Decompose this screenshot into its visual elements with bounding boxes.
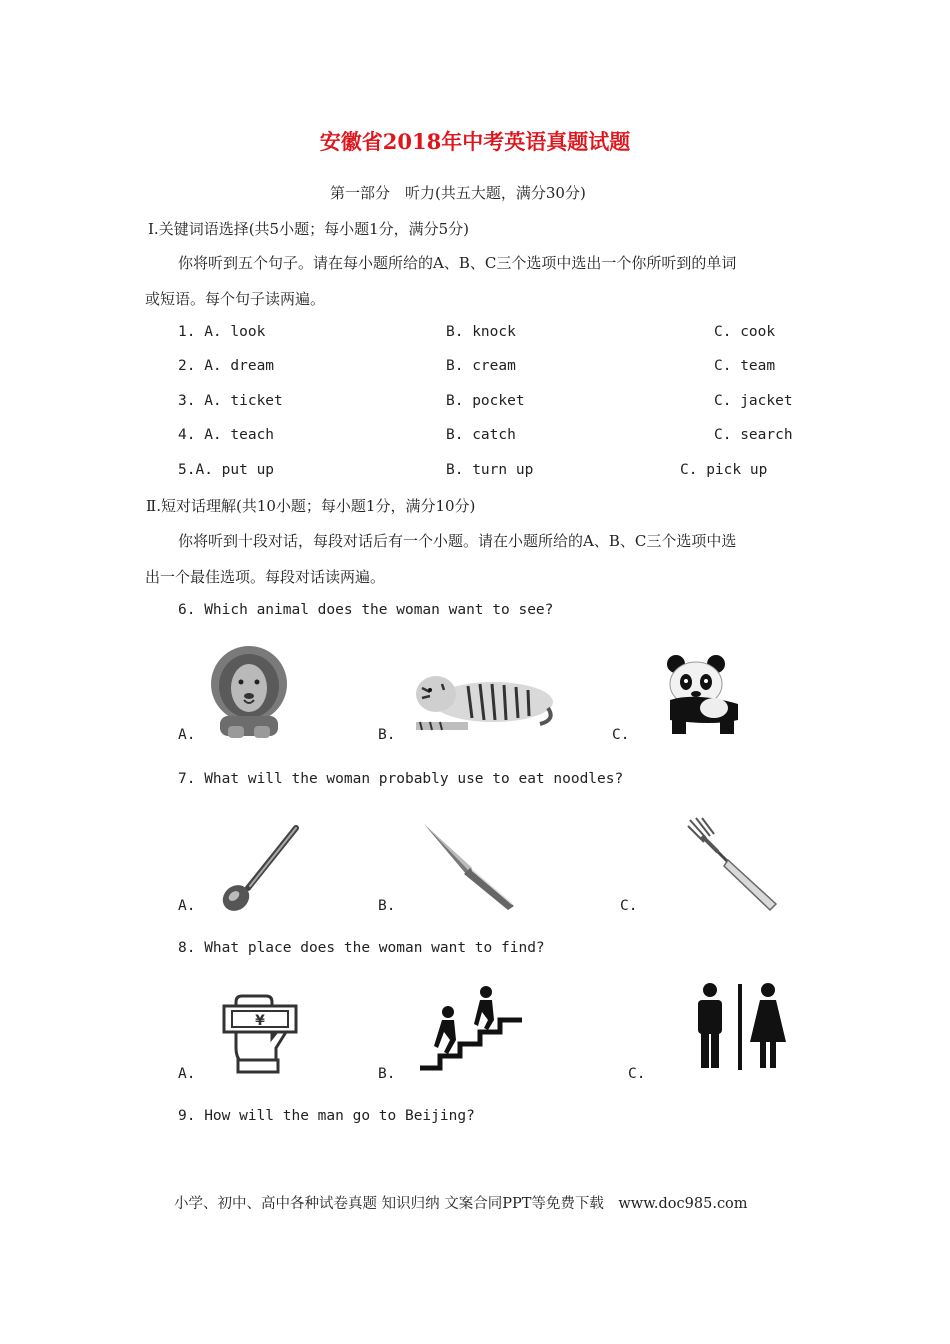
q8-label-a: A.	[178, 1066, 196, 1082]
q7-label-c: C.	[620, 898, 638, 914]
q8-label-c: C.	[628, 1066, 646, 1082]
q5-option-c: C. pick up	[680, 462, 768, 478]
bank-icon	[220, 986, 302, 1074]
section1-instruction-cont: 或短语。每个句子读两遍。	[145, 290, 326, 308]
q5-option-b: B. turn up	[446, 462, 534, 478]
q3-option-a: 3. A. ticket	[178, 393, 283, 409]
fork-icon	[684, 816, 784, 914]
q1-option-a: 1. A. look	[178, 324, 266, 340]
tiger-icon	[408, 660, 558, 738]
section1-instruction: 你将听到五个句子。请在每小题所给的A、B、C三个选项中选出一个你所听到的单词	[178, 254, 737, 272]
q2-option-b: B. cream	[446, 358, 516, 374]
panda-icon	[656, 654, 746, 734]
lion-icon	[204, 644, 294, 740]
q6-label-a: A.	[178, 727, 196, 743]
q9-question: 9. How will the man go to Beijing?	[178, 1108, 475, 1124]
footer-text: 小学、初中、高中各种试卷真题 知识归纳 文案合同PPT等免费下载 www.doc985.com	[174, 1196, 748, 1212]
q6-label-c: C.	[612, 727, 630, 743]
q1-option-c: C. cook	[714, 324, 776, 340]
q3-option-c: C. jacket	[714, 393, 793, 409]
svg-text:¥: ¥	[255, 1013, 265, 1029]
q5-option-a: 5.A. put up	[178, 462, 275, 478]
q2-option-a: 2. A. dream	[178, 358, 275, 374]
part-heading: 第一部分 听力(共五大题，满分30分)	[330, 184, 586, 202]
section2-instruction-cont: 出一个最佳选项。每段对话读两遍。	[145, 568, 386, 586]
q3-option-b: B. pocket	[446, 393, 525, 409]
q8-label-b: B.	[378, 1066, 396, 1082]
q7-label-a: A.	[178, 898, 196, 914]
q7-question: 7. What will the woman probably use to eat noodles?	[178, 771, 624, 787]
q4-option-a: 4. A. teach	[178, 427, 275, 443]
q7-label-b: B.	[378, 898, 396, 914]
q1-option-b: B. knock	[446, 324, 516, 340]
q2-option-c: C. team	[714, 358, 776, 374]
section2-heading: Ⅱ.短对话理解(共10小题；每小题1分，满分10分)	[146, 497, 476, 515]
section1-heading: Ⅰ.关键词语选择(共5小题；每小题1分，满分5分)	[148, 220, 470, 238]
spoon-icon	[216, 822, 306, 914]
page-title: 安徽省2018年中考英语真题试题	[319, 129, 631, 154]
restroom-icon	[690, 982, 790, 1072]
q4-option-b: B. catch	[446, 427, 516, 443]
section2-instruction: 你将听到十段对话，每段对话后有一个小题。请在小题所给的A、B、C三个选项中选	[178, 532, 737, 550]
stairs-icon	[418, 984, 524, 1074]
q6-label-b: B.	[378, 727, 396, 743]
knife-icon	[420, 820, 520, 912]
q8-question: 8. What place does the woman want to find?	[178, 940, 545, 956]
q6-question: 6. Which animal does the woman want to see?	[178, 602, 554, 618]
q4-option-c: C. search	[714, 427, 793, 443]
